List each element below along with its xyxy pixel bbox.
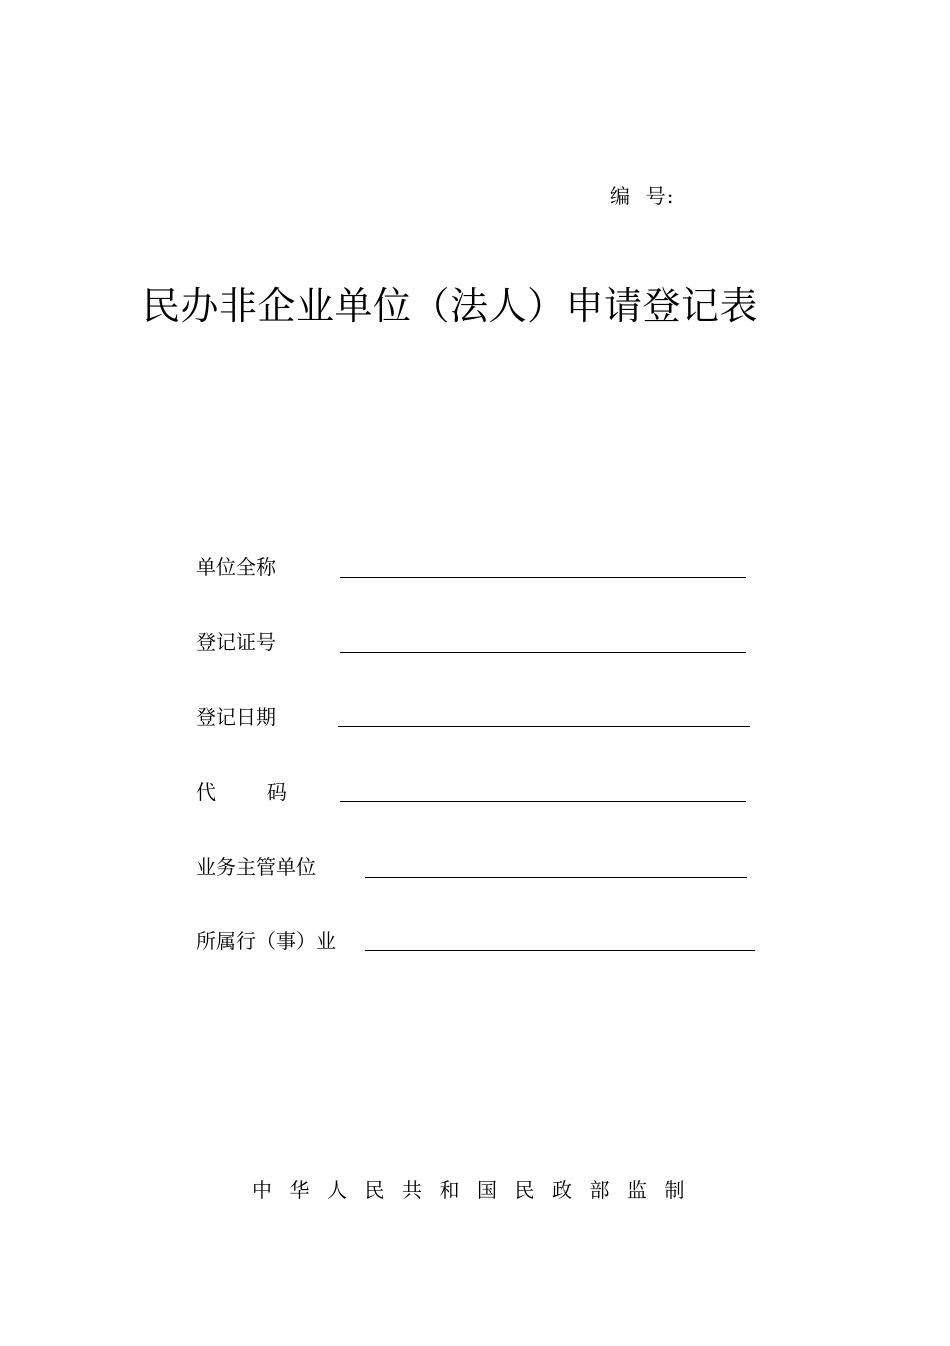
issuing-authority-footer: 中华人民共和国民政部监制 xyxy=(252,1178,702,1202)
field-line-unit-full-name[interactable] xyxy=(340,577,746,578)
serial-number-label-text: 编 号: xyxy=(610,184,675,208)
field-line-industry[interactable] xyxy=(365,950,755,951)
field-label-registration-date: 登记日期 xyxy=(196,705,276,729)
field-label-industry: 所属行（事）业 xyxy=(196,929,336,953)
form-title: 民办非企业单位（法人）申请登记表 xyxy=(142,284,759,328)
serial-number-label xyxy=(610,182,674,210)
field-line-registration-number[interactable] xyxy=(340,652,746,653)
field-label-unit-full-name: 单位全称 xyxy=(196,555,276,579)
field-label-registration-number: 登记证号 xyxy=(196,630,276,654)
field-line-registration-date[interactable] xyxy=(338,726,750,727)
field-label-code: 代 码 xyxy=(196,780,287,804)
field-line-supervising-unit[interactable] xyxy=(365,877,747,878)
field-line-code[interactable] xyxy=(340,801,746,802)
field-label-supervising-unit: 业务主管单位 xyxy=(196,855,316,879)
